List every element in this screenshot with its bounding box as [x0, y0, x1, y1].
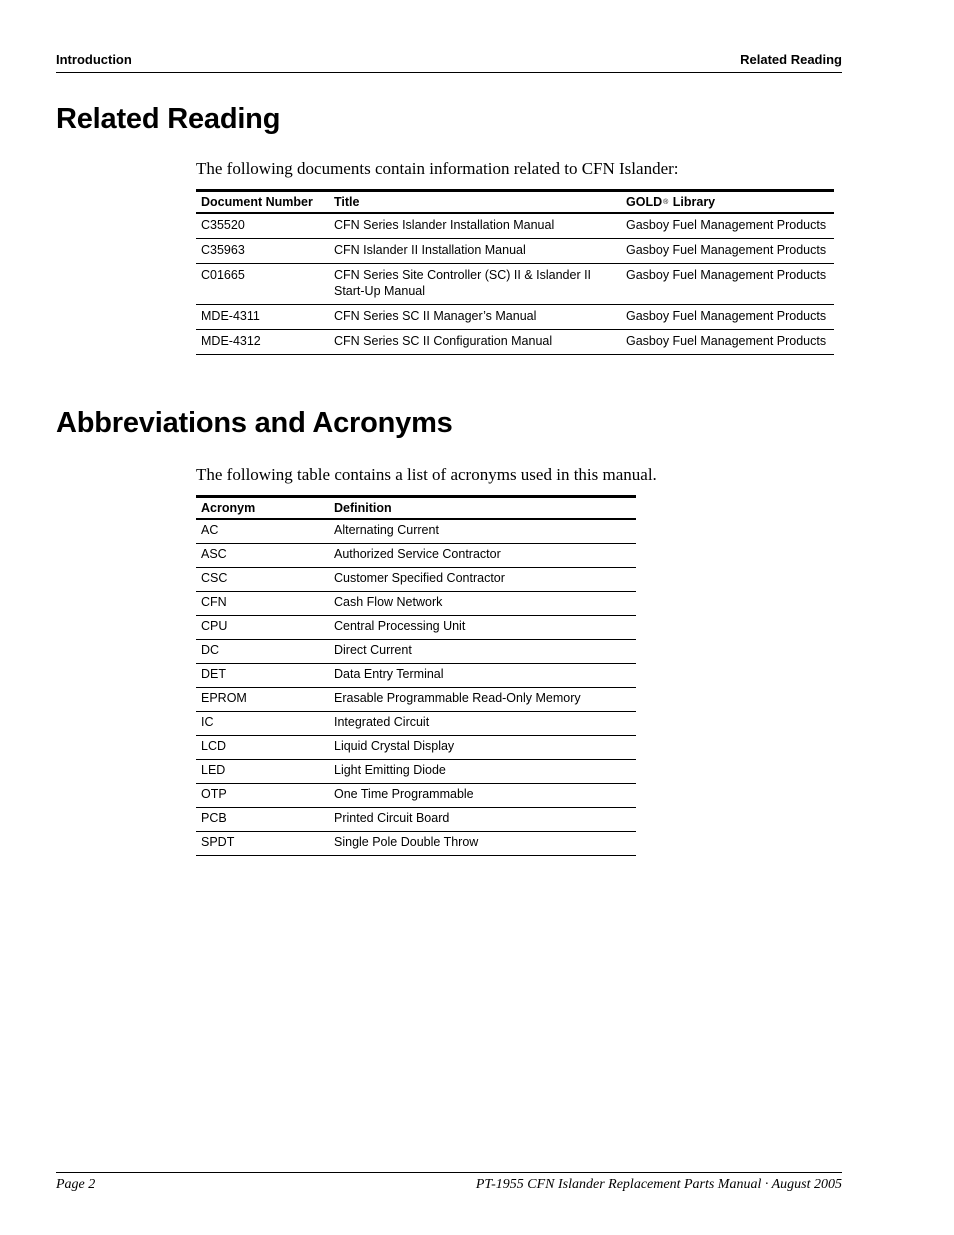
acronym-cell: DC — [196, 640, 329, 664]
gold-label: GOLD — [626, 195, 663, 209]
header-topic: Related Reading — [740, 52, 842, 67]
acronym-cell: LCD — [196, 736, 329, 760]
document-title-cell: CFN Islander II Installation Manual — [329, 239, 621, 264]
acronym-cell: OTP — [196, 784, 329, 808]
acronym-cell: DET — [196, 664, 329, 688]
document-title-cell: CFN Series Islander Installation Manual — [329, 213, 621, 239]
acronym-cell: CFN — [196, 592, 329, 616]
definition-cell: Direct Current — [329, 640, 636, 664]
library-cell: Gasboy Fuel Management Products — [621, 213, 834, 239]
document-title-cell: CFN Series Site Controller (SC) II & Islander II Start-Up Manual — [329, 264, 621, 305]
library-cell: Gasboy Fuel Management Products — [621, 330, 834, 355]
acronym-cell: ASC — [196, 544, 329, 568]
table-row — [196, 808, 636, 832]
table-row — [196, 688, 636, 712]
table-row — [196, 213, 834, 239]
acronyms-table — [196, 495, 636, 856]
abbreviations-heading: Abbreviations and Acronyms — [56, 407, 453, 439]
column-header-document-number: Document Number — [196, 191, 329, 214]
definition-cell: Integrated Circuit — [329, 712, 636, 736]
table-header-row — [196, 191, 834, 214]
table-row — [196, 736, 636, 760]
running-footer — [56, 1172, 842, 1197]
document-title-cell: CFN Series SC II Manager’s Manual — [329, 305, 621, 330]
definition-cell: Single Pole Double Throw — [329, 832, 636, 856]
document-number-cell: C35520 — [196, 213, 329, 239]
table-row — [196, 616, 636, 640]
column-header-title: Title — [329, 191, 621, 214]
document-title-cell: CFN Series SC II Configuration Manual — [329, 330, 621, 355]
table-row — [196, 784, 636, 808]
related-reading-heading: Related Reading — [56, 103, 281, 135]
table-row — [196, 568, 636, 592]
acronyms-body — [196, 519, 636, 856]
acronym-cell: IC — [196, 712, 329, 736]
library-cell: Gasboy Fuel Management Products — [621, 264, 834, 305]
document-number-cell: C35963 — [196, 239, 329, 264]
table-row — [196, 664, 636, 688]
library-cell: Gasboy Fuel Management Products — [621, 305, 834, 330]
acronym-cell: EPROM — [196, 688, 329, 712]
document-number-cell: C01665 — [196, 264, 329, 305]
table-row — [196, 305, 834, 330]
table-row — [196, 592, 636, 616]
column-header-definition: Definition — [329, 497, 636, 520]
document-number-cell: MDE-4312 — [196, 330, 329, 355]
acronym-cell: PCB — [196, 808, 329, 832]
definition-cell: One Time Programmable — [329, 784, 636, 808]
running-header — [56, 52, 842, 73]
related-documents-table — [196, 189, 834, 355]
table-header-row — [196, 497, 636, 520]
definition-cell: Alternating Current — [329, 519, 636, 544]
related-documents-body — [196, 213, 834, 355]
column-header-acronym: Acronym — [196, 497, 329, 520]
footer-manual-title: PT-1955 CFN Islander Replacement Parts Manual · August 2005 — [475, 1177, 842, 1192]
library-cell: Gasboy Fuel Management Products — [621, 239, 834, 264]
definition-cell: Printed Circuit Board — [329, 808, 636, 832]
related-reading-intro: The following documents contain information related to CFN Islander: — [196, 159, 679, 178]
acronym-cell: AC — [196, 519, 329, 544]
table-row — [196, 330, 834, 355]
header-section: Introduction — [56, 52, 132, 67]
footer-page-number: Page 2 — [56, 1177, 96, 1192]
acronym-cell: CSC — [196, 568, 329, 592]
definition-cell: Cash Flow Network — [329, 592, 636, 616]
acronym-cell: CPU — [196, 616, 329, 640]
table-row — [196, 760, 636, 784]
registered-mark: ® — [663, 199, 669, 206]
acronym-cell: LED — [196, 760, 329, 784]
table-row — [196, 544, 636, 568]
definition-cell: Liquid Crystal Display — [329, 736, 636, 760]
column-header-library — [621, 191, 834, 214]
definition-cell: Erasable Programmable Read-Only Memory — [329, 688, 636, 712]
table-row — [196, 832, 636, 856]
library-label: Library — [669, 195, 716, 209]
definition-cell: Authorized Service Contractor — [329, 544, 636, 568]
table-row — [196, 264, 834, 305]
abbreviations-intro: The following table contains a list of acronyms used in this manual. — [196, 465, 657, 484]
table-row — [196, 712, 636, 736]
table-row — [196, 640, 636, 664]
definition-cell: Data Entry Terminal — [329, 664, 636, 688]
table-row — [196, 239, 834, 264]
definition-cell: Customer Specified Contractor — [329, 568, 636, 592]
definition-cell: Light Emitting Diode — [329, 760, 636, 784]
acronym-cell: SPDT — [196, 832, 329, 856]
document-number-cell: MDE-4311 — [196, 305, 329, 330]
definition-cell: Central Processing Unit — [329, 616, 636, 640]
table-row — [196, 519, 636, 544]
